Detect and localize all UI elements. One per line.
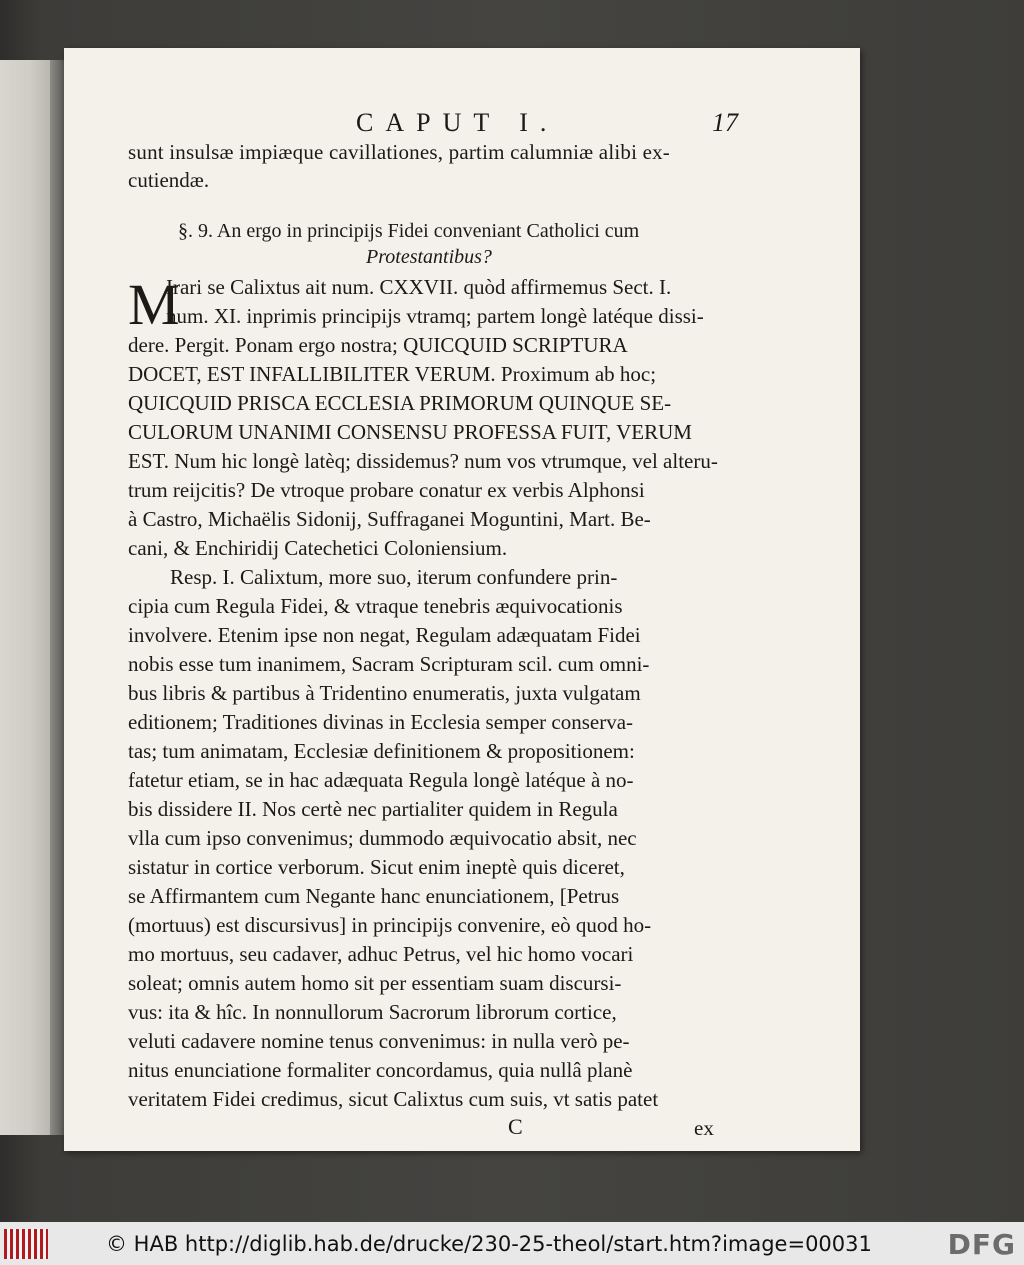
text-line: CULORUM UNANIMI CONSENSU PROFESSA FUIT, VERUM <box>128 420 692 444</box>
text-line: involvere. Etenim ipse non negat, Regulam adæquatam Fidei <box>128 623 641 647</box>
text-line: sunt insulsæ impiæque cavillationes, partim calumniæ alibi ex- <box>128 140 670 164</box>
text-line: num. XI. inprimis principijs vtramq; partem longè latéque dissi- <box>166 304 704 328</box>
text-line: soleat; omnis autem homo sit per essentiam suam discursi- <box>128 971 622 995</box>
text-line: nitus enunciatione formaliter concordamus, quia nullâ planè <box>128 1058 633 1082</box>
viewer-footer <box>0 1222 1024 1265</box>
text-line: QUICQUID PRISCA ECCLESIA PRIMORUM QUINQUE SE- <box>128 391 672 415</box>
text-line: tas; tum animatam, Ecclesiæ definitionem & propositionem: <box>128 739 635 763</box>
text-line: veluti cadavere nomine tenus convenimus: in nulla verò pe- <box>128 1029 630 1053</box>
text-line: DOCET, EST INFALLIBILITER VERUM. Proximum ab hoc; <box>128 362 657 386</box>
text-line: dere. Pergit. Ponam ergo nostra; QUICQUID SCRIPTURA <box>128 333 628 357</box>
text-line: vus: ita & hîc. In nonnullorum Sacrorum librorum cortice, <box>128 1000 617 1024</box>
drop-capital: M <box>128 272 180 337</box>
catchword: ex <box>694 1116 714 1140</box>
page-number: 17 <box>712 108 738 137</box>
signature-mark: C <box>508 1114 523 1139</box>
dfg-logo: DFG <box>947 1228 1016 1261</box>
copyright-link[interactable]: © HAB http://diglib.hab.de/drucke/230-25-theol/start.htm?image=00031 <box>106 1231 872 1256</box>
text-line: sistatur in cortice verborum. Sicut enim ineptè quis diceret, <box>128 855 625 879</box>
text-line: veritatem Fidei credimus, sicut Calixtus cum suis, vt satis patet <box>128 1087 659 1111</box>
text-line: bis dissidere II. Nos certè nec partialiter quidem in Regula <box>128 797 618 821</box>
text-line: bus libris & partibus à Tridentino enumeratis, juxta vulgatam <box>128 681 641 705</box>
text-line: fatetur etiam, se in hac adæquata Regula longè latéque à no- <box>128 768 634 792</box>
text-line: (mortuus) est discursivus] in principijs convenire, eò quod ho- <box>128 913 652 937</box>
section-heading: §. 9. An ergo in principijs Fidei conveniant Catholici cum <box>178 220 640 242</box>
facing-page-strip <box>0 60 50 1135</box>
page-gutter-shadow <box>50 60 64 1135</box>
text-line: Irari se Calixtus ait num. CXXVII. quòd affirmemus Sect. I. <box>166 275 672 299</box>
text-line: nobis esse tum inanimem, Sacram Scripturam scil. cum omni- <box>128 652 650 676</box>
running-head-title: CAPUT I. <box>356 108 559 137</box>
text-line: trum reijcitis? De vtroque probare conatur ex verbis Alphonsi <box>128 478 645 502</box>
hab-logo <box>4 1229 48 1259</box>
text-line: cipia cum Regula Fidei, & vtraque tenebris æquivocationis <box>128 594 623 618</box>
text-line: vlla cum ipso convenimus; dummodo æquivocatio absit, nec <box>128 826 637 850</box>
text-line: mo mortuus, seu cadaver, adhuc Petrus, vel hic homo vocari <box>128 942 634 966</box>
text-line: se Affirmantem cum Negante hanc enunciationem, [Petrus <box>128 884 620 908</box>
section-heading-cont: Protestantibus? <box>366 246 492 268</box>
text-line: cutiendæ. <box>128 168 210 192</box>
text-line: à Castro, Michaëlis Sidonij, Suffraganei Moguntini, Mart. Be- <box>128 507 651 531</box>
text-line: EST. Num hic longè latèq; dissidemus? num vos vtrumque, vel alteru- <box>128 449 718 473</box>
text-line: editionem; Traditiones divinas in Ecclesia semper conserva- <box>128 710 634 734</box>
text-line: cani, & Enchiridij Catechetici Coloniensium. <box>128 536 508 560</box>
text-line: Resp. I. Calixtum, more suo, iterum confundere prin- <box>170 565 618 589</box>
